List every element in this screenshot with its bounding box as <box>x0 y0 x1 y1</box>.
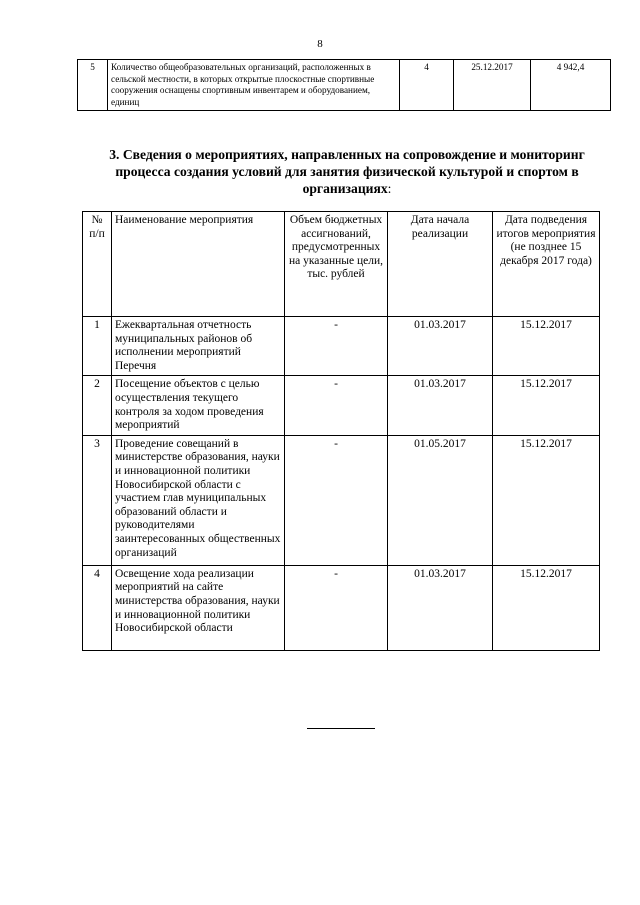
event-end-date: 15.12.2017 <box>493 565 600 650</box>
page-number: 8 <box>317 38 323 50</box>
event-end-date: 15.12.2017 <box>493 435 600 565</box>
event-budget: - <box>285 317 388 376</box>
event-start-date: 01.03.2017 <box>388 317 493 376</box>
header-budget: Объем бюджетных ассигнований, предусмотренных на указанные цели, тыс. рублей <box>285 212 388 317</box>
table-row <box>83 376 600 435</box>
event-start-date: 01.05.2017 <box>388 435 493 565</box>
section-title: 3. Сведения о мероприятиях, направленных на сопровождение и мониторинг процесса создания условий для занятия физической культурой и спортом в организациях <box>109 147 585 196</box>
event-end-date: 15.12.2017 <box>493 317 600 376</box>
event-start-date: 01.03.2017 <box>388 565 493 650</box>
indicator-date: 25.12.2017 <box>454 60 531 111</box>
indicator-value: 4 <box>400 60 454 111</box>
table-row <box>83 565 600 650</box>
header-num: № п/п <box>83 212 112 317</box>
events-table <box>82 211 600 651</box>
section-title-colon: : <box>387 181 392 196</box>
table-header-row <box>83 212 600 317</box>
row-number: 4 <box>83 565 112 650</box>
table-row <box>83 435 600 565</box>
header-end-date: Дата подведения итогов мероприятия (не позднее 15 декабря 2017 года) <box>493 212 600 317</box>
event-budget: - <box>285 565 388 650</box>
section-heading <box>82 146 612 197</box>
event-name: Ежеквартальная отчетность муниципальных районов об исполнении мероприятий Перечня <box>112 317 285 376</box>
previous-table-continuation <box>77 59 611 111</box>
row-number: 3 <box>83 435 112 565</box>
end-of-document-line <box>307 728 375 729</box>
indicator-sum: 4 942,4 <box>531 60 611 111</box>
header-start-date: Дата начала реализации <box>388 212 493 317</box>
indicator-name: Количество общеобразовательных организаций, расположенных в сельской местности, в которых открытые плоскостные спортивные сооружения оснащены спортивным инвентарем и оборудованием, единиц <box>108 60 400 111</box>
event-end-date: 15.12.2017 <box>493 376 600 435</box>
row-number: 2 <box>83 376 112 435</box>
table-row <box>78 60 611 111</box>
event-start-date: 01.03.2017 <box>388 376 493 435</box>
header-name: Наименование мероприятия <box>112 212 285 317</box>
event-name: Проведение совещаний в министерстве образования, науки и инновационной политики Новосибирской области с участием глав муниципальных образований области и руководителями заинтересованных общественных организаций <box>112 435 285 565</box>
table-row <box>83 317 600 376</box>
row-number: 1 <box>83 317 112 376</box>
event-budget: - <box>285 435 388 565</box>
event-name: Освещение хода реализации мероприятий на сайте министерства образования, науки и инновационной политики Новосибирской области <box>112 565 285 650</box>
event-name: Посещение объектов с целью осуществления текущего контроля за ходом проведения мероприятий <box>112 376 285 435</box>
event-budget: - <box>285 376 388 435</box>
row-number: 5 <box>78 60 108 111</box>
